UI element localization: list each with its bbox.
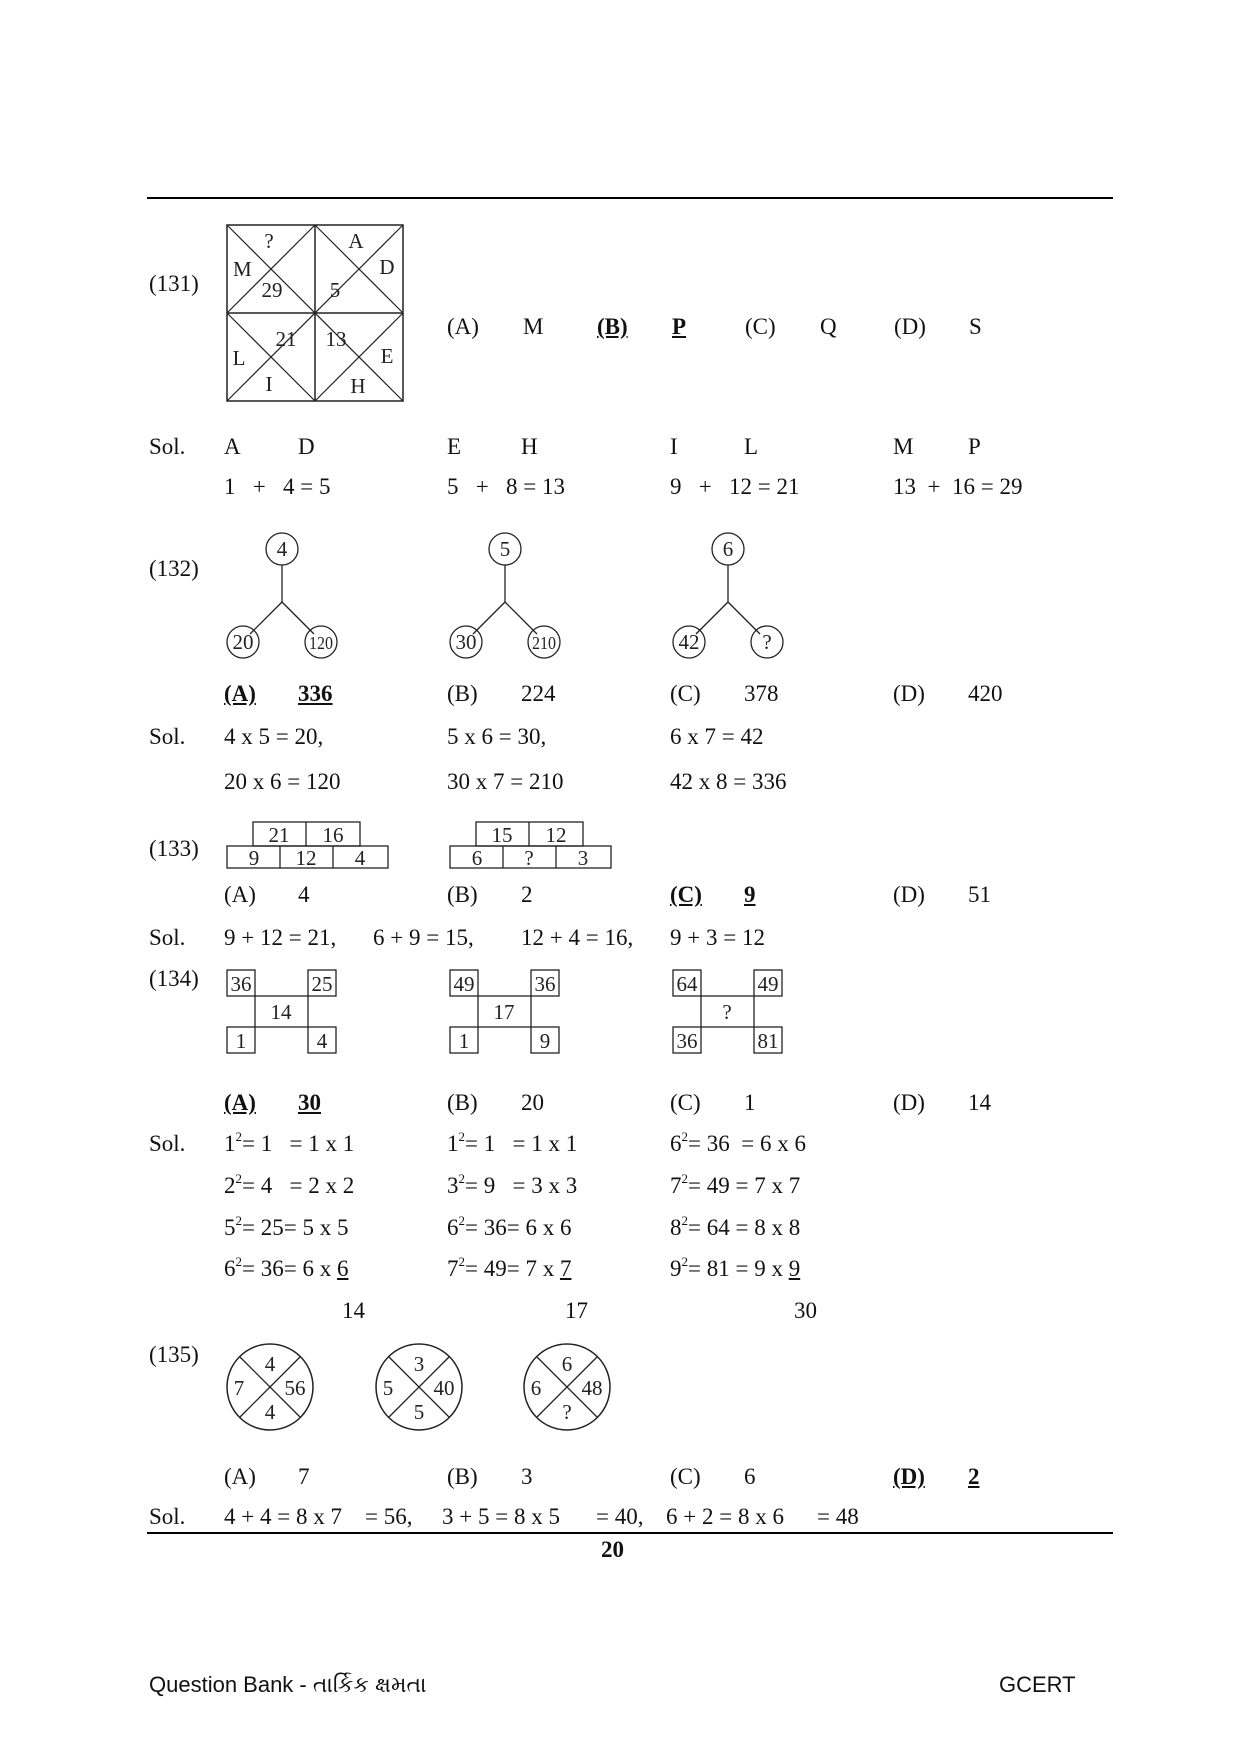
q133-figure-2 [449, 821, 613, 870]
q132-tree-right: 120 [309, 633, 333, 653]
q134-cell: 1 [458, 1029, 470, 1053]
q135-option-d-value: 2 [968, 1464, 980, 1489]
q133-option-b-value: 2 [521, 882, 533, 907]
q132-sol-line: 42 x 8 = 336 [670, 769, 787, 794]
q135-option-c-value: 6 [744, 1464, 756, 1489]
q131-figure [226, 224, 404, 402]
q134-figure-1 [226, 969, 338, 1055]
q132-tree-left: 42 [678, 630, 700, 654]
q134-cell: 36 [534, 972, 556, 996]
q131-option-a-value: M [523, 314, 544, 339]
q131-sol-letter: D [298, 434, 315, 459]
q131-br-bottom: H [350, 374, 366, 398]
q134-cell: 1 [235, 1029, 247, 1053]
q135-option-c-label: (C) [670, 1464, 701, 1489]
q134-cell: 14 [270, 1000, 292, 1024]
q134-cell: 64 [676, 972, 698, 996]
q134-option-a-value: 30 [298, 1090, 321, 1115]
q132-option-d-value: 420 [968, 681, 1003, 706]
q135-cell-top: 3 [413, 1352, 425, 1376]
q134-sol-total: 14 [342, 1298, 365, 1323]
q132-sol-line: 20 x 6 = 120 [224, 769, 341, 794]
q131-sol-sum: 13 + 16 = 29 [893, 474, 1023, 499]
q135-cell-bottom: ? [562, 1400, 572, 1424]
q134-cell: 25 [311, 972, 333, 996]
q135-cell-bottom: 5 [413, 1400, 425, 1424]
q133-cell: 15 [491, 823, 513, 847]
q131-br-right: E [380, 344, 394, 368]
q135-cell-bottom: 4 [264, 1400, 276, 1424]
q134-sol-line: $1^2= 1 = 1$ x 1 [224, 1129, 355, 1156]
q135-cell-left: 6 [530, 1376, 542, 1400]
q135-cell-top: 6 [561, 1352, 573, 1376]
q134-figure-2 [449, 969, 561, 1055]
q131-tl-center: 29 [261, 278, 283, 302]
q133-cell: 3 [577, 846, 589, 870]
q134-cell: 4 [316, 1029, 328, 1053]
q131-bl-center: 21 [275, 327, 297, 351]
bottom-rule [147, 1532, 1113, 1534]
q135-cell-top: 4 [264, 1352, 276, 1376]
q131-option-d-label: (D) [894, 314, 926, 339]
q132-tree-1 [222, 530, 342, 665]
q134-sol-label: Sol. [149, 1131, 186, 1156]
q134-option-c-label: (C) [670, 1090, 701, 1115]
q135-sol-line: = 56, [365, 1504, 413, 1529]
q133-sol-line: 12 + 4 = 16, [521, 925, 634, 950]
q131-sol-letter: I [670, 434, 678, 459]
q134-sol-line: $6^2= 36= 6$ x 6 [447, 1213, 572, 1240]
q131-bl-left: L [232, 346, 246, 370]
q135-option-b-value: 3 [521, 1464, 533, 1489]
q134-option-a-label: (A) [224, 1090, 256, 1115]
q134-figure-3 [672, 969, 784, 1055]
q131-option-d-value: S [969, 314, 982, 339]
q133-cell: 12 [545, 823, 567, 847]
q132-tree-top: 5 [499, 537, 511, 561]
q133-cell: 4 [354, 846, 366, 870]
q132-tree-right: 210 [532, 633, 556, 653]
q131-sol-letter: A [224, 434, 241, 459]
q132-option-b-value: 224 [521, 681, 556, 706]
q134-number: (134) [149, 966, 199, 991]
q132-option-a-value: 336 [298, 681, 333, 706]
page-number: 20 [601, 1537, 624, 1562]
q134-cell: 49 [453, 972, 475, 996]
q133-sol-line: 6 + 9 = 15, [373, 925, 474, 950]
q134-option-b-value: 20 [521, 1090, 544, 1115]
q134-sol-line: $7^2= 49= 7$ x 7 [447, 1254, 572, 1281]
q134-cell: 49 [757, 972, 779, 996]
q135-option-a-value: 7 [298, 1464, 310, 1489]
q132-option-a-label: (A) [224, 681, 256, 706]
q131-tl-top: ? [264, 229, 274, 253]
q131-option-c-label: (C) [745, 314, 776, 339]
q132-option-c-label: (C) [670, 681, 701, 706]
q135-circle-3 [522, 1342, 612, 1432]
q134-cell: 9 [539, 1029, 551, 1053]
q134-sol-line: $6^2= 36 = 6$ x 6 [670, 1129, 806, 1156]
q132-tree-top: 6 [722, 537, 734, 561]
q134-sol-total: 30 [794, 1298, 817, 1323]
q131-tr-right: D [379, 255, 395, 279]
q133-option-b-label: (B) [447, 882, 478, 907]
q132-option-b-label: (B) [447, 681, 478, 706]
q135-cell-right: 40 [433, 1376, 455, 1400]
q133-option-c-label: (C) [670, 882, 702, 907]
q132-tree-right: ? [762, 630, 772, 654]
q131-sol-letter: E [447, 434, 462, 459]
q131-sol-letter: P [968, 434, 981, 459]
q131-option-a-label: (A) [447, 314, 479, 339]
q133-option-c-value: 9 [744, 882, 756, 907]
q134-cell: 17 [493, 1000, 515, 1024]
q133-number: (133) [149, 836, 199, 861]
q131-number: (131) [149, 271, 199, 296]
q132-option-c-value: 378 [744, 681, 779, 706]
q132-number: (132) [149, 556, 199, 581]
q133-cell: 21 [268, 823, 290, 847]
q133-cell: ? [524, 846, 534, 870]
q131-sol-sum: 1 + 4 = 5 [224, 474, 331, 499]
q134-option-c-value: 1 [744, 1090, 756, 1115]
q134-option-b-label: (B) [447, 1090, 478, 1115]
q134-cell: 36 [676, 1029, 698, 1053]
q133-sol-label: Sol. [149, 925, 186, 950]
q131-sol-label: Sol. [149, 434, 186, 459]
q135-option-d-label: (D) [893, 1464, 925, 1489]
top-rule [147, 197, 1113, 199]
q132-sol-line: 4 x 5 = 20, [224, 724, 324, 749]
q135-cell-left: 7 [233, 1376, 245, 1400]
q134-cell: ? [722, 1000, 732, 1024]
q131-tr-top: A [348, 229, 364, 253]
q132-sol-line: 6 x 7 = 42 [670, 724, 764, 749]
q133-figure-1 [226, 821, 390, 870]
q134-sol-total: 17 [565, 1298, 588, 1323]
q135-cell-left: 5 [382, 1376, 394, 1400]
q131-bl-bottom: I [265, 372, 273, 396]
footer-left: Question Bank - તાર્કિક ક્ષમતા [149, 1672, 427, 1697]
q131-br-center: 13 [325, 327, 347, 351]
q134-sol-line: $1^2= 1 = 1$ x 1 [447, 1129, 578, 1156]
q131-sol-sum: 5 + 8 = 13 [447, 474, 565, 499]
q135-sol-label: Sol. [149, 1504, 186, 1529]
footer-right: GCERT [999, 1672, 1076, 1697]
q133-option-a-label: (A) [224, 882, 256, 907]
q132-tree-left: 20 [232, 630, 254, 654]
q135-sol-line: 4 + 4 = 8 x 7 [224, 1504, 342, 1529]
q131-option-b-value: P [672, 314, 687, 339]
q134-sol-line: $5^2= 25= 5$ x 5 [224, 1213, 349, 1240]
q135-circle-1 [225, 1342, 315, 1432]
q132-sol-line: 30 x 7 = 210 [447, 769, 564, 794]
q134-option-d-label: (D) [893, 1090, 925, 1115]
q131-tl-left: M [233, 257, 252, 281]
q132-tree-left: 30 [455, 630, 477, 654]
q131-sol-letter: M [893, 434, 914, 459]
q131-option-b-label: (B) [597, 314, 628, 339]
q135-sol-line: 3 + 5 = 8 x 5 [442, 1504, 560, 1529]
q134-sol-line: $6^2= 36= 6$ x 6 [224, 1254, 349, 1281]
q131-sol-letter: L [744, 434, 759, 459]
q135-cell-right: 56 [284, 1376, 306, 1400]
q131-sol-sum: 9 + 12 = 21 [670, 474, 800, 499]
q133-option-d-label: (D) [893, 882, 925, 907]
q134-sol-line: $7^2= 49 = 7$ x 7 [670, 1171, 801, 1198]
q133-sol-line: 9 + 12 = 21, [224, 925, 337, 950]
q135-option-b-label: (B) [447, 1464, 478, 1489]
q134-sol-line: $9^2= 81 = 9$ x 9 [670, 1254, 801, 1281]
q135-sol-line: 6 + 2 = 8 x 6 [666, 1504, 784, 1529]
q132-option-d-label: (D) [893, 681, 925, 706]
q132-sol-line: 5 x 6 = 30, [447, 724, 547, 749]
q134-cell: 36 [230, 972, 252, 996]
q135-cell-right: 48 [581, 1376, 603, 1400]
q135-sol-line: = 48 [817, 1504, 859, 1529]
q133-cell: 12 [295, 846, 317, 870]
q133-cell: 6 [471, 846, 483, 870]
q131-option-c-value: Q [820, 314, 837, 339]
q134-cell: 81 [757, 1029, 779, 1053]
q135-circle-2 [374, 1342, 464, 1432]
q133-sol-line: 9 + 3 = 12 [670, 925, 765, 950]
q134-sol-line: $8^2= 64 = 8$ x 8 [670, 1213, 801, 1240]
q133-cell: 9 [248, 846, 260, 870]
q134-sol-line: $2^2= 4 = 2$ x 2 [224, 1171, 355, 1198]
q135-sol-line: = 40, [596, 1504, 644, 1529]
q134-sol-line: $3^2= 9 = 3$ x 3 [447, 1171, 578, 1198]
q132-tree-2 [445, 530, 565, 665]
q132-tree-3 [668, 530, 788, 665]
q133-cell: 16 [322, 823, 344, 847]
q131-tr-center: 5 [329, 278, 341, 302]
q135-option-a-label: (A) [224, 1464, 256, 1489]
q132-tree-top: 4 [276, 537, 288, 561]
q135-number: (135) [149, 1342, 199, 1367]
q134-option-d-value: 14 [968, 1090, 991, 1115]
q133-option-a-value: 4 [298, 882, 310, 907]
q131-sol-letter: H [521, 434, 538, 459]
q133-option-d-value: 51 [968, 882, 991, 907]
q132-sol-label: Sol. [149, 724, 186, 749]
